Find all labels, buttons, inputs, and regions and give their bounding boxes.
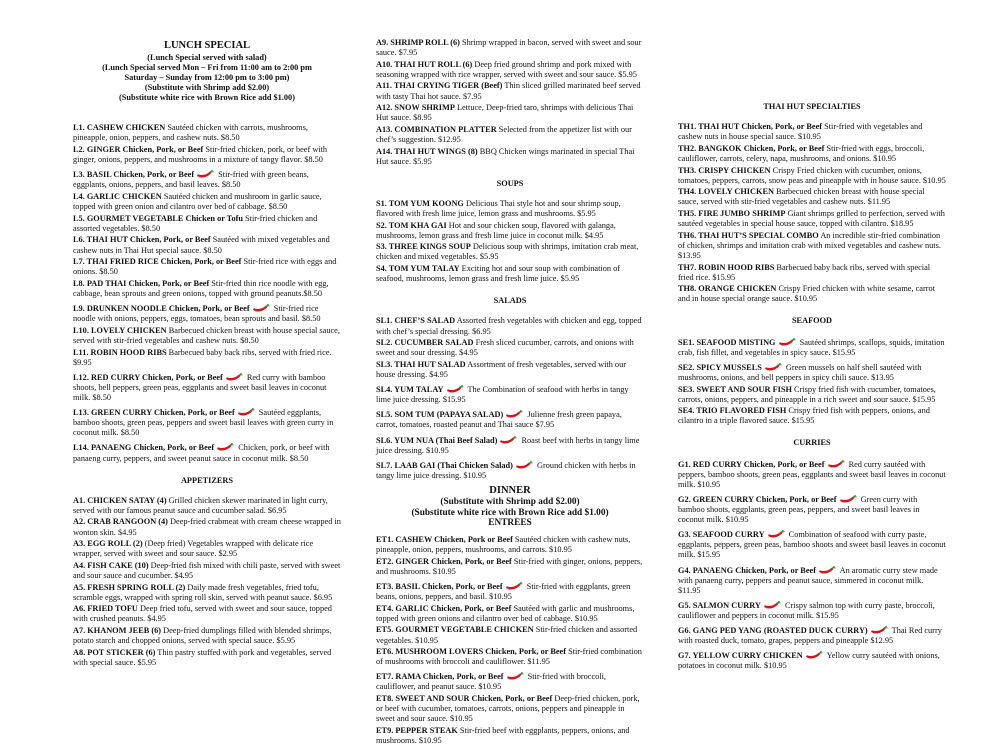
lunch-item-list	[73, 123, 341, 463]
menu-item-description: Crispy Fried chicken with cucumber, onions, tomatoes, peppers, carrots, snow peas and pineapple with in house sauce. $10.95	[678, 165, 946, 185]
menu-item-description: Barbecued chicken breast with house special sauce, served with stir-fried vegetables and cashew nuts. $11.95	[678, 187, 925, 207]
menu-item-name: L2. GINGER Chicken, Pork, or Beef	[73, 145, 204, 155]
menu-item-name: TH4. LOVELY CHICKEN	[678, 187, 774, 197]
menu-item-description: An aromatic curry stew made with panaeng curry, peppers and peanut sauce, simmered in coconut milk. $11.95	[678, 565, 938, 595]
menu-item-description: Green mussels on half shell sautéed with mushrooms, onions, and bell peppers in spicy chili sauce. $13.95	[678, 362, 922, 382]
menu-item-name: L7. THAI FRIED RICE Chicken, Pork, or Beef	[73, 257, 242, 267]
menu-item-name: L5. GOURMET VEGETABLE Chicken or Tofu	[73, 213, 243, 223]
menu-item-description: Stir-fried thin rice noodle with egg, cabbage, bean sprouts and green onions, topped with ground peanuts.$8.50	[73, 278, 329, 298]
menu-item-description: Grilled chicken skewer marinated in light curry, served with our famous peanut sauce and cucumber salad. $6.95	[73, 495, 328, 515]
menu-item	[678, 263, 946, 283]
menu-item	[73, 123, 341, 143]
menu-item-name: TH2. BANGKOK Chicken, Pork, or Beef	[678, 143, 825, 153]
menu-item-description: Stir-fried rice noodle with onions, peppers, eggs, tomatoes, bean sprouts and basil. $8.50	[73, 304, 321, 324]
menu-item-description: Stir-fried with eggs, broccoli, cauliflower, carrots, celery, napa, mushrooms, and onions. $10.95	[678, 143, 925, 163]
menu-item-name: G1. RED CURRY Chicken, Pork, or Beef	[678, 459, 825, 469]
menu-item-name: A11. THAI CRYING TIGER (Beef)	[376, 81, 503, 91]
menu-item-description: Stir-fried rice with eggs and onions. $8.50	[73, 257, 337, 277]
menu-item	[678, 600, 946, 621]
curry-list	[678, 459, 946, 672]
menu-item	[376, 694, 644, 724]
menu-item-name: A14. THAI HUT WINGS (8)	[376, 146, 478, 156]
menu-item	[376, 535, 644, 555]
lunch-special-title: LUNCH SPECIAL	[163, 40, 251, 51]
menu-item-name: SL1. CHEF’S SALAD	[376, 316, 456, 326]
menu-item-description: Deep fried ground shrimp and pork mixed with seasoning wrapped with rice wrapper, served with sweet and sour sauce. $5.95	[376, 59, 637, 79]
menu-item-name: TH5. FIRE JUMBO SHRIMP	[678, 208, 786, 218]
menu-item-description: Combination of seafood with curry paste, eggplants, peppers, green peas, bamboo shoots and sweet basil leaves in coconut milk. $15.95	[678, 530, 946, 560]
menu-item-name: SL7. LAAB GAI (Thai Chicken Salad)	[376, 460, 513, 470]
menu-item-description: Stir-fried chicken and assorted vegetables. $10.95	[376, 625, 638, 645]
menu-item	[376, 671, 644, 692]
entrees-heading: ENTREES	[488, 518, 532, 529]
chili-pepper-icon	[827, 459, 845, 468]
menu-item-name: S1. TOM YUM KOONG	[376, 198, 464, 208]
chili-pepper-icon	[778, 337, 796, 346]
menu-item-name: A7. KHANOM JEEB (6)	[73, 626, 162, 636]
menu-item-name: SL6. YUM NUA (Thai Beef Salad)	[376, 435, 498, 445]
menu-item	[73, 145, 341, 165]
menu-item	[376, 38, 644, 58]
menu-item-description: Deep-fried fish mixed with chili paste, served with sweet and sour sauce and cucumber. $4.95	[73, 560, 341, 580]
menu-item	[678, 122, 946, 142]
menu-item-description: Stir-fried with eggplants, green beans, onions, peppers, and basil. $10.95	[376, 582, 631, 602]
menu-item-description: Stir-fried chicken, pork, or beef with ginger, onions, peppers, and mushrooms in a mixture of tangy flavor. $8.50	[73, 145, 328, 165]
menu-item-description: Delicious Thai style hot and sour shrimp soup, flavored with fresh lime juice, lemon grass and mushrooms. $5.95	[376, 198, 621, 219]
chili-pepper-icon	[252, 303, 270, 312]
menu-item-name: ET7. RAMA Chicken, Pork, or Beef	[376, 672, 504, 682]
menu-item-name: ET2. GINGER Chicken, Pork, or Beef	[376, 556, 512, 566]
appetizers-heading: APPETIZERS	[180, 475, 234, 485]
menu-item	[678, 362, 946, 383]
menu-item-description: Thin pastry stuffed with pork and vegetables, served with special sauce. $5.95	[73, 647, 332, 667]
menu-item	[73, 517, 341, 537]
curries-heading: CURRIES	[793, 438, 831, 448]
menu-item-name: L13. GREEN CURRY Chicken, Pork, or Beef	[73, 408, 235, 418]
menu-item-description: Stir-fried with green beans, eggplants, onions, peppers, and basil leaves. $8.50	[73, 170, 309, 190]
menu-item-name: ET4. GARLIC Chicken, Pork, or Beef	[376, 603, 512, 613]
menu-item-name: A6. FRIED TOFU	[73, 604, 138, 614]
menu-item-description: BBQ Chicken wings marinated in special Thai Hut sauce. $5.95	[376, 146, 635, 166]
menu-item	[376, 604, 644, 624]
menu-item-name: L1. CASHEW CHICKEN	[73, 123, 166, 133]
menu-item-description: Red curry sautéed with peppers, bamboo shoots, green peas, eggplants and sweet basil leaves in coconut milk. $10.95	[678, 459, 946, 489]
menu-item-description: Delicious soup with shrimps, imitation crab meat, chicken and mixed vegetables. $5.95	[376, 242, 639, 262]
menu-item-description: Sautéed shrimps, scallops, squids, imitation crab, fish fillet, and vegetables in spicy sauce. $15.95	[678, 337, 945, 357]
menu-item	[376, 557, 644, 577]
menu-item	[73, 372, 341, 403]
salads-heading: SALADS	[493, 296, 527, 306]
menu-item-description: Deep fried tofu, served with sweet and sour sauce, topped with crushed peanuts. $4.95	[73, 604, 332, 624]
menu-item	[678, 565, 946, 596]
menu-item-name: L9. DRUNKEN NOODLE Chicken, Pork, or Beef	[73, 304, 250, 314]
seafood-heading: SEAFOOD	[791, 316, 833, 326]
chili-pepper-icon	[763, 600, 781, 609]
menu-item	[678, 231, 946, 261]
menu-item	[678, 650, 946, 671]
menu-item	[376, 199, 644, 219]
menu-item-name: TH3. CRISPY CHICKEN	[678, 165, 771, 175]
chili-pepper-icon	[805, 650, 823, 659]
menu-item-name: G7. YELLOW CURRY CHICKEN	[678, 651, 803, 661]
menu-item-description: The Combination of seafood with herbs in tangy lime juice dressing. $15.95	[376, 385, 629, 405]
menu-item	[678, 406, 946, 426]
menu-item-description: Stir-fried beef with eggplants, peppers, onions, and mushrooms. $10.95	[376, 725, 630, 746]
lunch-special-note: (Substitute white rice with Brown Rice add $1.00)	[119, 93, 295, 103]
menu-item-description: Stir-fried combination of mushrooms with broccoli and cauliflower. $11.95	[376, 647, 642, 667]
menu-item-name: ET8. SWEET AND SOUR Chicken, Pork, or Beef	[376, 694, 553, 704]
menu-item-description: Deep-fried dumplings filled with blended shrimps, potato starch and chopped onions, served with special sauce. $5.95	[73, 626, 332, 646]
lunch-special-note: (Lunch Special served with salad)	[147, 52, 267, 62]
menu-item-description: Stir-fried chicken and assorted vegetables. $8.50	[73, 213, 318, 233]
menu-item-description: An incredible stir-fried combination of chicken, shrimps and imitation crab with mixed vegetables and cashew nuts. $13.95	[678, 230, 941, 260]
menu-item-description: Stir-fried with vegetables and cashew nuts in house special sauce. $10.95	[678, 122, 923, 142]
menu-item-name: G5. SALMON CURRY	[678, 600, 761, 610]
menu-item-description: Shrimp wrapped in bacon, served with sweet and sour sauce. $7.95	[376, 38, 642, 58]
menu-item-name: L6. THAI HUT Chicken, Pork, or Beef	[73, 235, 211, 245]
menu-item-description: Stir-fried with broccoli, cauliflower, and peanut sauce. $10.95	[376, 672, 607, 692]
menu-item-name: SL2. CUCUMBER SALAD	[376, 338, 474, 348]
chili-pepper-icon	[196, 169, 214, 178]
menu-column-1	[73, 40, 341, 669]
menu-item	[73, 257, 341, 277]
menu-item-description: Exciting hot and sour soup with combination of seafood, mushrooms, lemon grass and fresh lime juice. $5.95	[376, 264, 620, 284]
lunch-special-note: (Lunch Special served Mon – Fri from 11:00 am to 2:00 pm	[102, 62, 312, 72]
menu-item	[678, 187, 946, 207]
menu-item	[678, 459, 946, 490]
menu-item	[73, 279, 341, 299]
lunch-special-note: (Substitute with Shrimp add $2.00)	[144, 83, 270, 93]
dinner-note: (Substitute with Shrimp add $2.00)	[440, 497, 580, 507]
menu-item	[678, 337, 946, 358]
menu-item-name: TH6. THAI HUT’S SPECIAL COMBO	[678, 230, 819, 240]
menu-item-description: Crispy fried fish with cucumber, tomatoes, carrots, onions, peppers, and pineapple in a rich sweet and sour sauce. $15.95	[678, 384, 936, 404]
menu-item-description: Ground chicken with herbs in tangy lime juice dressing. $10.95	[376, 460, 636, 480]
menu-item	[678, 209, 946, 229]
chili-pepper-icon	[216, 442, 234, 451]
menu-item-description: Green curry with bamboo shoots, eggplants, green peas, peppers, and sweet basil leaves in coconut milk. $10.95	[678, 494, 920, 525]
menu-item-name: A8. POT STICKER (6)	[73, 647, 156, 657]
menu-item-name: A10. THAI HUT ROLL (6)	[376, 59, 473, 69]
menu-item-description: Red curry with bamboo shoots, bell peppers, green peas, eggplants and sweet basil leaves in coconut milk. $8.50	[73, 372, 327, 402]
chili-pepper-icon	[499, 435, 517, 444]
menu-item-name: A13. COMBINATION PLATTER	[376, 124, 497, 134]
chili-pepper-icon	[818, 565, 836, 574]
menu-item-name: A4. FISH CAKE (10)	[73, 560, 149, 570]
chili-pepper-icon	[225, 372, 243, 381]
dinner-note: (Substitute white rice with Brown Rice add $1.00)	[411, 507, 609, 518]
chili-pepper-icon	[870, 625, 888, 634]
appetizer-list-continued	[376, 38, 644, 167]
menu-item-description: Stir-fried with ginger, onions, peppers, and mushrooms. $10.95	[376, 556, 643, 576]
menu-item	[73, 648, 341, 668]
menu-item	[678, 166, 946, 186]
menu-column-3	[678, 40, 946, 673]
menu-item-name: A3. EGG ROLL (2)	[73, 539, 143, 549]
menu-item	[73, 407, 341, 438]
menu-item-description: Hot and sour chicken soup, flavored with galanga, mushrooms, lemon grass and fresh lime juice in coconut milk. $4.95	[376, 220, 616, 240]
chili-pepper-icon	[506, 671, 524, 680]
menu-item-name: G4. PANAENG Chicken, Pork, or Beef	[678, 565, 816, 575]
menu-item	[73, 583, 341, 603]
chili-pepper-icon	[505, 581, 523, 590]
menu-item-description: Crispy salmon top with curry paste, broccoli, cauliflower and peppers in coconut milk. $15.95	[678, 600, 935, 620]
menu-item	[73, 604, 341, 624]
menu-item-description: Barbecued baby back ribs, served with special fried rice. $15.95	[678, 262, 931, 282]
menu-item-name: A9. SHRIMP ROLL (6)	[376, 38, 460, 47]
menu-item-description: Assortment of fresh vegetables, served with our house dressing. $4.95	[376, 359, 626, 379]
chili-pepper-icon	[446, 384, 464, 393]
menu-item	[376, 726, 644, 746]
menu-item	[678, 625, 946, 646]
menu-item-description: Fresh sliced cucumber, carrots, and onions with sweet and sour dressing. $4.95	[376, 338, 634, 358]
menu-item-description: Assorted fresh vegetables with chicken and egg, topped with chef’s special dressing. $6.95	[376, 316, 642, 336]
menu-item	[73, 348, 341, 368]
chili-pepper-icon	[767, 529, 785, 538]
menu-item	[376, 581, 644, 602]
menu-item	[376, 125, 644, 145]
menu-item-name: ET3. BASIL Chicken, Pork, or Beef	[376, 582, 503, 591]
chili-pepper-icon	[505, 409, 523, 418]
menu-item	[73, 303, 341, 324]
menu-item	[73, 496, 341, 516]
menu-item	[73, 539, 341, 559]
menu-item	[376, 81, 644, 101]
menu-item	[376, 103, 644, 123]
menu-item	[376, 409, 644, 430]
menu-item-name: TH7. ROBIN HOOD RIBS	[678, 262, 775, 272]
menu-item-name: SL5. SOM TUM (PAPAYA SALAD)	[376, 410, 504, 420]
menu-item	[678, 529, 946, 560]
menu-item-description: Giant shrimps grilled to perfection, served with sautéed vegetables in special house sauce, topped with cilantro. $18.95	[678, 208, 945, 229]
menu-item-description: Thai Red curry with roasted duck, tomato, grapes, peppers and pineapple $12.95	[678, 626, 942, 646]
menu-item-name: L11. ROBIN HOOD RIBS	[73, 347, 167, 357]
menu-item	[376, 221, 644, 241]
menu-item-name: SE4. TRIO FLAVORED FISH	[678, 406, 787, 416]
dinner-title: DINNER	[489, 484, 531, 496]
menu-item	[376, 647, 644, 667]
menu-item	[678, 144, 946, 164]
menu-item-name: S2. TOM KHA GAI	[376, 220, 447, 230]
specialty-list	[678, 122, 946, 304]
menu-item-name: L12. RED CURRY Chicken, Pork, or Beef	[73, 372, 223, 382]
chili-pepper-icon	[764, 362, 782, 371]
menu-item-description: (Deep fried) Vegetables wrapped with delicate rice wrapper, served with sweet and sour sauce. $2.95	[73, 539, 314, 559]
menu-item-name: L4. GARLIC CHICKEN	[73, 192, 162, 201]
menu-item-name: A2. CRAB RANGOON (4)	[73, 517, 168, 527]
menu-item-name: ET9. PEPPER STEAK	[376, 725, 458, 735]
menu-item-name: G3. SEAFOOD CURRY	[678, 530, 765, 540]
menu-item-name: G6. GANG PED YANG (ROASTED DUCK CURRY)	[678, 626, 868, 636]
menu-item-description: Sautéed chicken with cashew nuts, pineapple, onion, peppers, mushrooms, and carrots. $10.95	[376, 535, 631, 555]
menu-item	[376, 435, 644, 456]
menu-item-name: TH8. ORANGE CHICKEN	[678, 284, 777, 294]
menu-item-name: L10. LOVELY CHICKEN	[73, 325, 167, 335]
menu-item-name: SE2. SPICY MUSSELS	[678, 362, 762, 372]
chili-pepper-icon	[839, 494, 857, 503]
menu-item	[678, 284, 946, 304]
soups-heading: SOUPS	[496, 178, 524, 188]
menu-item	[376, 460, 644, 481]
salad-list	[376, 316, 644, 481]
menu-item-description: Yellow curry sautéed with onions, potatoes in coconut milk. $10.95	[678, 651, 940, 671]
soup-list	[376, 199, 644, 284]
menu-item-description: Roast beef with herbs in tangy lime juice dressing. $10.95	[376, 435, 640, 455]
menu-item-name: TH1. THAI HUT Chicken, Pork, or Beef	[678, 122, 823, 132]
menu-item	[73, 561, 341, 581]
menu-item-name: A1. CHICKEN SATAY (4)	[73, 495, 167, 505]
menu-item-description: Sautéed chicken and mushroom in garlic sauce, topped with green onion and cilantro over bed of cabbage. $8.50	[73, 192, 322, 212]
menu-item-description: Sautéed with mixed vegetables and cashew nuts in Thai Hut special sauce. $8.50	[73, 235, 330, 255]
menu-item-description: Deep-fried chicken, pork, or beef with cucumber, tomatoes, carrots, onions, peppers and pineapple in sweet and sour sauce. $10.95	[376, 694, 640, 724]
menu-item-description: Barbecued baby back ribs, served with fried rice. $9.95	[73, 347, 332, 367]
menu-item	[73, 169, 341, 190]
chili-pepper-icon	[515, 460, 533, 469]
menu-item-name: S4. TOM YUM TALAY	[376, 264, 460, 274]
menu-item-name: G2. GREEN CURRY Chicken, Pork, or Beef	[678, 494, 837, 504]
menu-item	[73, 626, 341, 646]
menu-item-description: Sautéed with garlic and mushrooms, topped with green onions and cilantro over bed of cabbage. $10.95	[376, 603, 635, 623]
menu-item	[678, 494, 946, 525]
dinner-header	[376, 485, 644, 529]
menu-item-name: SE3. SWEET AND SOUR FISH	[678, 384, 792, 394]
menu-item	[376, 360, 644, 380]
menu-item	[678, 385, 946, 405]
menu-item-description: Daily made fresh vegetables, fried tofu, scramble eggs, wrapped with spring roll skin, served with peanut sauce. $6.95	[73, 582, 333, 602]
menu-item	[376, 264, 644, 284]
menu-item-name: ET5. GOURMET VEGETABLE CHICKEN	[376, 625, 534, 635]
menu-item	[73, 192, 341, 212]
seafood-list	[678, 337, 946, 427]
menu-item	[376, 384, 644, 405]
menu-item-description: Selected from the appetizer list with our chef’s suggestion. $12.95	[376, 124, 632, 144]
menu-item-name: SL4. YUM TALAY	[376, 385, 444, 395]
menu-item-name: SL3. THAI HUT SALAD	[376, 359, 466, 369]
menu-item-name: ET1. CASHEW Chicken, Pork or Beef	[376, 535, 513, 545]
menu-item-name: L14. PANAENG Chicken, Pork, or Beef	[73, 443, 215, 453]
menu-item-description: Sautéed eggplants, bamboo shoots, green peas, peppers and sweet basil leaves with green curry in coconut milk. $8.50	[73, 408, 334, 438]
menu-item	[376, 60, 644, 80]
menu-item-description: Deep-fried crabmeat with cream cheese wrapped in wonton skin. $4.95	[73, 517, 341, 537]
entree-list	[376, 535, 644, 746]
chili-pepper-icon	[237, 407, 255, 416]
menu-item-name: SE1. SEAFOOD MISTING	[678, 337, 776, 347]
menu-item-name: A12. SNOW SHRIMP	[376, 103, 455, 113]
specialties-heading: THAI HUT SPECIALTIES	[763, 102, 861, 111]
menu-item-description: Crispy fried fish with peppers, onions, and cilantro in a triple flavored sauce. $15.95	[678, 406, 930, 426]
menu-item	[376, 242, 644, 262]
menu-item-description: Lettuce, Deep-fried taro, shrimps with delicious Thai Hut sauce. $8.95	[376, 103, 634, 123]
menu-item-name: S3. THREE KINGS SOUP	[376, 242, 471, 252]
menu-item-name: A5. FRESH SPRING ROLL (2)	[73, 582, 186, 592]
appetizer-list	[73, 496, 341, 668]
menu-item	[73, 235, 341, 255]
menu-item	[376, 338, 644, 358]
menu-item-description: Sautéed chicken with carrots, mushrooms, pineapple, onion, peppers, and cashew nuts. $8.50	[73, 123, 308, 143]
menu-column-2	[376, 38, 644, 748]
menu-item-name: ET6. MUSHROOM LOVERS Chicken, Pork, or Beef	[376, 647, 566, 657]
menu-item-description: Thin sliced grilled marinated beef served with tasty Thai hot sauce. $7.95	[376, 81, 641, 101]
menu-item	[376, 147, 644, 167]
menu-item-description: Chicken, pork, or beef with panaeng curry, peppers, and sweet peanut sauce in coconut milk. $8.50	[73, 443, 330, 463]
lunch-special-note: Saturday – Sunday from 12:00 pm to 3:00 pm)	[124, 73, 290, 83]
menu-item	[73, 214, 341, 234]
menu-item-description: Crispy Fried chicken with white sesame, carrot and in house special orange sauce. $10.95	[678, 284, 935, 304]
menu-item-name: L3. BASIL Chicken, Pork, or Beef	[73, 170, 195, 180]
menu-item	[73, 326, 341, 346]
lunch-special-header	[73, 40, 341, 103]
menu-item-description: Barbecued chicken breast with house special sauce, served with stir-fried vegetables and cashew nuts. $8.50	[73, 325, 340, 345]
menu-item	[376, 316, 644, 336]
menu-item-description: Julienne fresh green papaya, carrot, tomatoes, roasted peanut and Thai sauce $7.95	[376, 410, 622, 430]
menu-item-name: L8. PAD THAI Chicken, Pork, or Beef	[73, 278, 210, 288]
menu-item	[73, 442, 341, 463]
menu-item	[376, 625, 644, 645]
